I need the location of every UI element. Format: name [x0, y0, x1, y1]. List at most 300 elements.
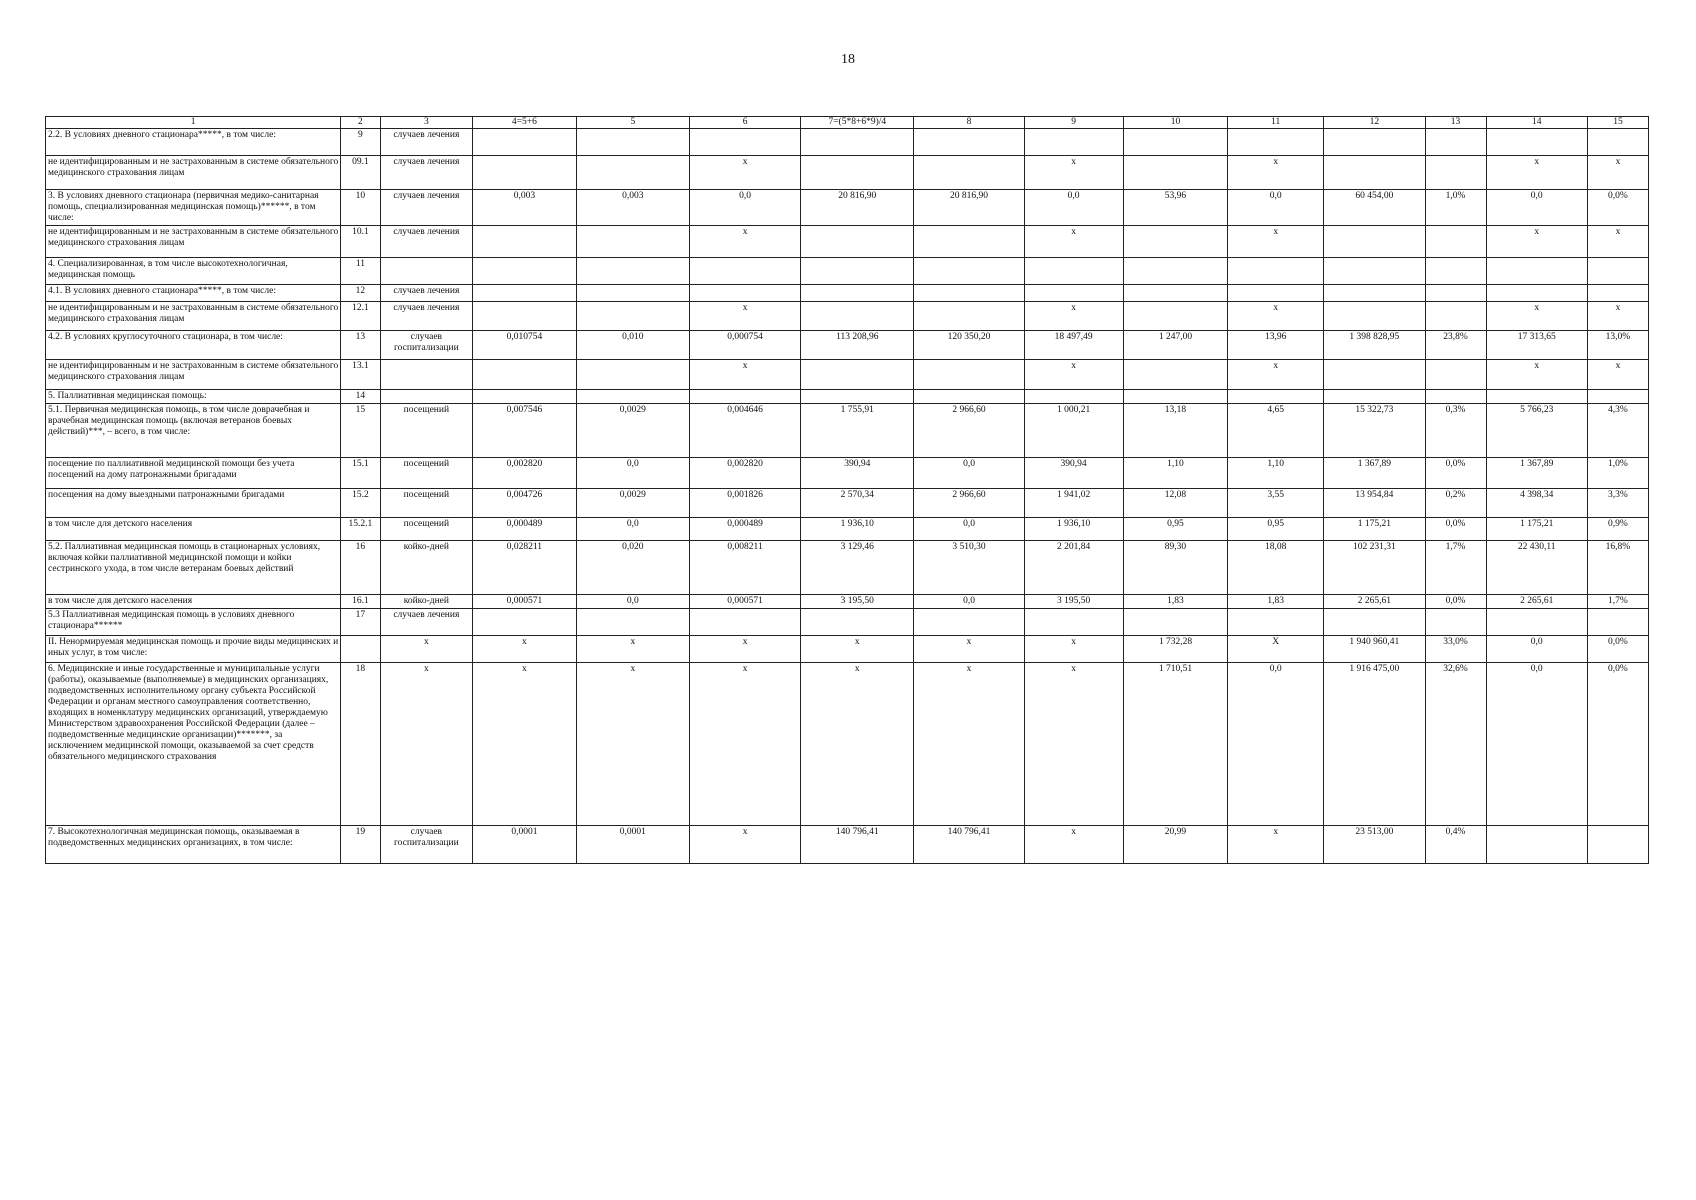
header-cell: 10: [1123, 117, 1228, 129]
value-cell: 0,000571: [473, 595, 577, 609]
header-cell: 11: [1228, 117, 1324, 129]
value-cell: 0,002820: [473, 458, 577, 489]
unit-cell: посещений: [380, 518, 473, 541]
row-number-cell: 16: [341, 541, 380, 595]
row-label-cell: 5.3 Паллиативная медицинская помощь в условиях дневного стационара******: [46, 609, 341, 636]
table-row: [46, 258, 1649, 285]
value-cell: 0,4%: [1425, 826, 1486, 864]
value-cell: 0,0: [1486, 636, 1587, 663]
value-cell: [1123, 226, 1228, 258]
value-cell: [1324, 156, 1425, 190]
value-cell: [801, 390, 914, 404]
value-cell: [1123, 302, 1228, 331]
row-number-cell: 16.1: [341, 595, 380, 609]
value-cell: x: [801, 663, 914, 826]
value-cell: 0,0: [1228, 663, 1324, 826]
value-cell: 2 966,60: [914, 489, 1024, 518]
row-label-cell: не идентифицированным и не застрахованным в системе обязательного медицинского страхования лицам: [46, 226, 341, 258]
value-cell: [1123, 258, 1228, 285]
value-cell: 0,020: [576, 541, 689, 595]
value-cell: 1 175,21: [1324, 518, 1425, 541]
unit-cell: посещений: [380, 458, 473, 489]
value-cell: x: [690, 360, 801, 390]
row-label-cell: 4. Специализированная, в том числе высокотехнологичная, медицинская помощь: [46, 258, 341, 285]
row-number-cell: 13: [341, 331, 380, 360]
unit-cell: [380, 390, 473, 404]
table-row: [46, 595, 1649, 609]
value-cell: [914, 156, 1024, 190]
value-cell: 0,0029: [576, 489, 689, 518]
row-label-cell: 5.2. Паллиативная медицинская помощь в стационарных условиях, включая койки паллиативной медицинской помощи и койки сестринского ухода, в том числе ветеранам боевых действий: [46, 541, 341, 595]
value-cell: 0,0%: [1425, 595, 1486, 609]
value-cell: x: [690, 156, 801, 190]
value-cell: 3 510,30: [914, 541, 1024, 595]
row-number-cell: 15.2.1: [341, 518, 380, 541]
value-cell: x: [576, 663, 689, 826]
value-cell: 0,003: [576, 190, 689, 226]
value-cell: x: [1228, 156, 1324, 190]
row-number-cell: 15.1: [341, 458, 380, 489]
value-cell: 4,65: [1228, 404, 1324, 458]
value-cell: 1 732,28: [1123, 636, 1228, 663]
value-cell: [914, 129, 1024, 156]
value-cell: [1425, 226, 1486, 258]
value-cell: [690, 609, 801, 636]
row-label-cell: 6. Медицинские и иные государственные и муниципальные услуги (работы), оказываемые (выполняемые) в медицинских организациях, подведомственных исполнительному органу субъекта Российской Федерации и органам местного самоуправления соответственно, входящих в номенклатуру медицинских организаций, утверждаемую Министерством здравоохранения Российской Федерации (далее – подведомственные медицинские организации)*******, за исключением медицинской помощи, оказываемой за счет средств обязательного медицинского страхования: [46, 663, 341, 826]
value-cell: X: [1228, 636, 1324, 663]
row-label-cell: 5. Паллиативная медицинская помощь:: [46, 390, 341, 404]
value-cell: [1324, 226, 1425, 258]
value-cell: [576, 285, 689, 302]
value-cell: 0,9%: [1587, 518, 1648, 541]
value-cell: 4,3%: [1587, 404, 1648, 458]
row-number-cell: 14: [341, 390, 380, 404]
table-row: [46, 190, 1649, 226]
value-cell: 23 513,00: [1324, 826, 1425, 864]
value-cell: x: [1587, 226, 1648, 258]
value-cell: x: [1486, 302, 1587, 331]
value-cell: [1425, 390, 1486, 404]
value-cell: [1324, 390, 1425, 404]
value-cell: [473, 258, 577, 285]
row-label-cell: не идентифицированным и не застрахованным в системе обязательного медицинского страхования лицам: [46, 360, 341, 390]
value-cell: 20,99: [1123, 826, 1228, 864]
table-row: [46, 360, 1649, 390]
header-cell: 14: [1486, 117, 1587, 129]
value-cell: 22 430,11: [1486, 541, 1587, 595]
value-cell: 0,0%: [1425, 458, 1486, 489]
value-cell: [1587, 129, 1648, 156]
value-cell: 390,94: [801, 458, 914, 489]
value-cell: 0,0001: [473, 826, 577, 864]
page-number: 18: [841, 52, 855, 67]
value-cell: [1587, 826, 1648, 864]
value-cell: x: [690, 636, 801, 663]
value-cell: [473, 609, 577, 636]
value-cell: 2 265,61: [1324, 595, 1425, 609]
value-cell: 1 710,51: [1123, 663, 1228, 826]
unit-cell: случаев лечения: [380, 226, 473, 258]
value-cell: [1024, 390, 1123, 404]
value-cell: [1228, 258, 1324, 285]
value-cell: 0,010: [576, 331, 689, 360]
value-cell: [1228, 129, 1324, 156]
value-cell: 13,96: [1228, 331, 1324, 360]
value-cell: 102 231,31: [1324, 541, 1425, 595]
value-cell: 13,18: [1123, 404, 1228, 458]
value-cell: [914, 360, 1024, 390]
value-cell: 113 208,96: [801, 331, 914, 360]
value-cell: 5 766,23: [1486, 404, 1587, 458]
value-cell: x: [1024, 302, 1123, 331]
value-cell: 0,004726: [473, 489, 577, 518]
row-label-cell: 4.2. В условиях круглосуточного стационара, в том числе:: [46, 331, 341, 360]
value-cell: [1228, 609, 1324, 636]
value-cell: 1 367,89: [1324, 458, 1425, 489]
value-cell: [576, 129, 689, 156]
value-cell: 0,0: [914, 518, 1024, 541]
value-cell: x: [690, 302, 801, 331]
value-cell: [1324, 258, 1425, 285]
value-cell: x: [1587, 156, 1648, 190]
row-label-cell: 3. В условиях дневного стационара (первичная медико-санитарная помощь, специализированная медицинская помощь)******, в том числе:: [46, 190, 341, 226]
row-number-cell: 15.2: [341, 489, 380, 518]
value-cell: 1 398 828,95: [1324, 331, 1425, 360]
value-cell: 0,0: [1486, 663, 1587, 826]
table-row: [46, 663, 1649, 826]
row-number-cell: 10.1: [341, 226, 380, 258]
table-row: [46, 156, 1649, 190]
row-label-cell: в том числе для детского населения: [46, 518, 341, 541]
value-cell: 0,007546: [473, 404, 577, 458]
table-row: [46, 226, 1649, 258]
unit-cell: [380, 258, 473, 285]
unit-cell: случаев госпитализации: [380, 826, 473, 864]
value-cell: [1228, 285, 1324, 302]
table-row: [46, 489, 1649, 518]
value-cell: 140 796,41: [801, 826, 914, 864]
value-cell: x: [1228, 302, 1324, 331]
value-cell: 0,0%: [1587, 190, 1648, 226]
value-cell: [690, 390, 801, 404]
value-cell: 60 454,00: [1324, 190, 1425, 226]
value-cell: 1 367,89: [1486, 458, 1587, 489]
unit-cell: посещений: [380, 404, 473, 458]
value-cell: 0,0%: [1587, 636, 1648, 663]
header-cell: 5: [576, 117, 689, 129]
value-cell: [576, 258, 689, 285]
value-cell: [1228, 390, 1324, 404]
row-number-cell: 15: [341, 404, 380, 458]
value-cell: [1425, 156, 1486, 190]
value-cell: x: [690, 826, 801, 864]
value-cell: 1 175,21: [1486, 518, 1587, 541]
value-cell: [1024, 285, 1123, 302]
value-cell: 3 129,46: [801, 541, 914, 595]
table-row: [46, 285, 1649, 302]
value-cell: [576, 390, 689, 404]
table-row: [46, 458, 1649, 489]
value-cell: x: [914, 636, 1024, 663]
value-cell: 3,3%: [1587, 489, 1648, 518]
value-cell: 1 247,00: [1123, 331, 1228, 360]
value-cell: [914, 609, 1024, 636]
value-cell: [690, 258, 801, 285]
value-cell: 3 195,50: [801, 595, 914, 609]
value-cell: 1,0%: [1587, 458, 1648, 489]
unit-cell: x: [380, 663, 473, 826]
table-row: [46, 129, 1649, 156]
value-cell: [1486, 258, 1587, 285]
value-cell: 13 954,84: [1324, 489, 1425, 518]
value-cell: 0,008211: [690, 541, 801, 595]
value-cell: [576, 226, 689, 258]
value-cell: x: [1486, 226, 1587, 258]
value-cell: 1 936,10: [801, 518, 914, 541]
value-cell: 17 313,65: [1486, 331, 1587, 360]
header-row: [46, 117, 1649, 129]
table-row: [46, 404, 1649, 458]
value-cell: [473, 156, 577, 190]
row-label-cell: не идентифицированным и не застрахованным в системе обязательного медицинского страхования лицам: [46, 302, 341, 331]
value-cell: 0,95: [1228, 518, 1324, 541]
value-cell: [1123, 156, 1228, 190]
value-cell: 1 936,10: [1024, 518, 1123, 541]
row-number-cell: 9: [341, 129, 380, 156]
value-cell: [914, 226, 1024, 258]
unit-cell: случаев лечения: [380, 129, 473, 156]
unit-cell: койко-дней: [380, 595, 473, 609]
value-cell: 1 940 960,41: [1324, 636, 1425, 663]
value-cell: x: [1228, 826, 1324, 864]
value-cell: 0,000571: [690, 595, 801, 609]
header-cell: 3: [380, 117, 473, 129]
header-cell: 15: [1587, 117, 1648, 129]
row-label-cell: II. Ненормируемая медицинская помощь и прочие виды медицинских и иных услуг, в том числе:: [46, 636, 341, 663]
value-cell: [1587, 609, 1648, 636]
value-cell: x: [1486, 156, 1587, 190]
value-cell: 0,0%: [1587, 663, 1648, 826]
value-cell: [473, 360, 577, 390]
value-cell: [1425, 129, 1486, 156]
value-cell: 0,0: [1486, 190, 1587, 226]
value-cell: [1123, 609, 1228, 636]
value-cell: 20 816,90: [914, 190, 1024, 226]
value-cell: x: [473, 636, 577, 663]
value-cell: [1425, 609, 1486, 636]
unit-cell: случаев госпитализации: [380, 331, 473, 360]
unit-cell: случаев лечения: [380, 285, 473, 302]
value-cell: [1425, 302, 1486, 331]
value-cell: [1425, 360, 1486, 390]
value-cell: x: [473, 663, 577, 826]
value-cell: 1,10: [1228, 458, 1324, 489]
row-number-cell: 13.1: [341, 360, 380, 390]
value-cell: 1,0%: [1425, 190, 1486, 226]
value-cell: [801, 302, 914, 331]
row-label-cell: не идентифицированным и не застрахованным в системе обязательного медицинского страхования лицам: [46, 156, 341, 190]
value-cell: [914, 285, 1024, 302]
row-label-cell: 7. Высокотехнологичная медицинская помощь, оказываемая в подведомственных медицинских организациях, в том числе:: [46, 826, 341, 864]
value-cell: [1123, 390, 1228, 404]
value-cell: 3 195,50: [1024, 595, 1123, 609]
value-cell: [576, 156, 689, 190]
unit-cell: случаев лечения: [380, 156, 473, 190]
value-cell: [473, 285, 577, 302]
value-cell: [1024, 258, 1123, 285]
value-cell: x: [914, 663, 1024, 826]
value-cell: [1123, 360, 1228, 390]
header-cell: 6: [690, 117, 801, 129]
value-cell: [801, 360, 914, 390]
value-cell: 53,96: [1123, 190, 1228, 226]
value-cell: 0,010754: [473, 331, 577, 360]
value-cell: [801, 285, 914, 302]
value-cell: 0,0%: [1425, 518, 1486, 541]
value-cell: 0,0: [576, 518, 689, 541]
value-cell: [1324, 129, 1425, 156]
value-cell: x: [576, 636, 689, 663]
row-number-cell: [341, 636, 380, 663]
row-number-cell: 19: [341, 826, 380, 864]
value-cell: [1486, 390, 1587, 404]
value-cell: [690, 285, 801, 302]
value-cell: [473, 129, 577, 156]
value-cell: 12,08: [1123, 489, 1228, 518]
value-cell: 20 816,90: [801, 190, 914, 226]
value-cell: 1,7%: [1587, 595, 1648, 609]
value-cell: 13,0%: [1587, 331, 1648, 360]
value-cell: [914, 258, 1024, 285]
header-cell: 4=5+6: [473, 117, 577, 129]
value-cell: [801, 258, 914, 285]
unit-cell: [380, 360, 473, 390]
value-cell: 32,6%: [1425, 663, 1486, 826]
value-cell: 0,0: [576, 595, 689, 609]
value-cell: 0,002820: [690, 458, 801, 489]
row-label-cell: посещения на дому выездными патронажными бригадами: [46, 489, 341, 518]
value-cell: 0,001826: [690, 489, 801, 518]
value-cell: x: [1587, 360, 1648, 390]
value-cell: [576, 302, 689, 331]
value-cell: [1587, 285, 1648, 302]
data-table: [45, 116, 1649, 864]
value-cell: 18 497,49: [1024, 331, 1123, 360]
value-cell: 0,004646: [690, 404, 801, 458]
value-cell: 120 350,20: [914, 331, 1024, 360]
value-cell: [1425, 258, 1486, 285]
row-number-cell: 10: [341, 190, 380, 226]
value-cell: 0,0: [914, 595, 1024, 609]
unit-cell: случаев лечения: [380, 190, 473, 226]
value-cell: [473, 390, 577, 404]
table-row: [46, 609, 1649, 636]
value-cell: [914, 302, 1024, 331]
value-cell: [801, 129, 914, 156]
value-cell: x: [1587, 302, 1648, 331]
value-cell: [690, 129, 801, 156]
value-cell: x: [1024, 226, 1123, 258]
value-cell: x: [1228, 226, 1324, 258]
table-row: [46, 390, 1649, 404]
row-label-cell: посещение по паллиативной медицинской помощи без учета посещений на дому патронажными бригадами: [46, 458, 341, 489]
value-cell: x: [1486, 360, 1587, 390]
value-cell: 0,0029: [576, 404, 689, 458]
value-cell: 0,0: [576, 458, 689, 489]
row-number-cell: 12.1: [341, 302, 380, 331]
unit-cell: случаев лечения: [380, 609, 473, 636]
value-cell: [1587, 258, 1648, 285]
value-cell: x: [1024, 826, 1123, 864]
value-cell: [1587, 390, 1648, 404]
value-cell: [1324, 360, 1425, 390]
row-number-cell: 17: [341, 609, 380, 636]
value-cell: x: [690, 663, 801, 826]
value-cell: 0,0: [690, 190, 801, 226]
value-cell: 1 916 475,00: [1324, 663, 1425, 826]
value-cell: [576, 360, 689, 390]
unit-cell: посещений: [380, 489, 473, 518]
value-cell: [473, 302, 577, 331]
table-row: [46, 302, 1649, 331]
row-label-cell: 5.1. Первичная медицинская помощь, в том числе доврачебная и врачебная медицинская помощь (включая ветеранов боевых действий)***, – всего, в том числе:: [46, 404, 341, 458]
value-cell: 0,028211: [473, 541, 577, 595]
value-cell: 0,3%: [1425, 404, 1486, 458]
value-cell: 140 796,41: [914, 826, 1024, 864]
header-cell: 13: [1425, 117, 1486, 129]
value-cell: [801, 609, 914, 636]
value-cell: 1,83: [1123, 595, 1228, 609]
value-cell: 1,7%: [1425, 541, 1486, 595]
value-cell: 0,0: [1024, 190, 1123, 226]
unit-cell: случаев лечения: [380, 302, 473, 331]
row-label-cell: 2.2. В условиях дневного стационара*****, в том числе:: [46, 129, 341, 156]
value-cell: [1324, 609, 1425, 636]
header-cell: 12: [1324, 117, 1425, 129]
value-cell: 23,8%: [1425, 331, 1486, 360]
row-number-cell: 18: [341, 663, 380, 826]
value-cell: 0,0: [1228, 190, 1324, 226]
value-cell: 0,0001: [576, 826, 689, 864]
value-cell: 2 201,84: [1024, 541, 1123, 595]
value-cell: 4 398,34: [1486, 489, 1587, 518]
value-cell: [1486, 285, 1587, 302]
value-cell: [1123, 129, 1228, 156]
table-row: [46, 541, 1649, 595]
unit-cell: койко-дней: [380, 541, 473, 595]
value-cell: 33,0%: [1425, 636, 1486, 663]
row-number-cell: 09.1: [341, 156, 380, 190]
value-cell: 89,30: [1123, 541, 1228, 595]
value-cell: 1 941,02: [1024, 489, 1123, 518]
value-cell: [1486, 129, 1587, 156]
value-cell: [1024, 609, 1123, 636]
value-cell: [1024, 129, 1123, 156]
value-cell: 390,94: [1024, 458, 1123, 489]
row-label-cell: в том числе для детского населения: [46, 595, 341, 609]
value-cell: 0,95: [1123, 518, 1228, 541]
value-cell: 3,55: [1228, 489, 1324, 518]
unit-cell: x: [380, 636, 473, 663]
value-cell: 18,08: [1228, 541, 1324, 595]
value-cell: [1324, 302, 1425, 331]
value-cell: 2 966,60: [914, 404, 1024, 458]
value-cell: 15 322,73: [1324, 404, 1425, 458]
value-cell: x: [1024, 156, 1123, 190]
value-cell: 0,000489: [473, 518, 577, 541]
value-cell: 0,003: [473, 190, 577, 226]
table-row: [46, 826, 1649, 864]
